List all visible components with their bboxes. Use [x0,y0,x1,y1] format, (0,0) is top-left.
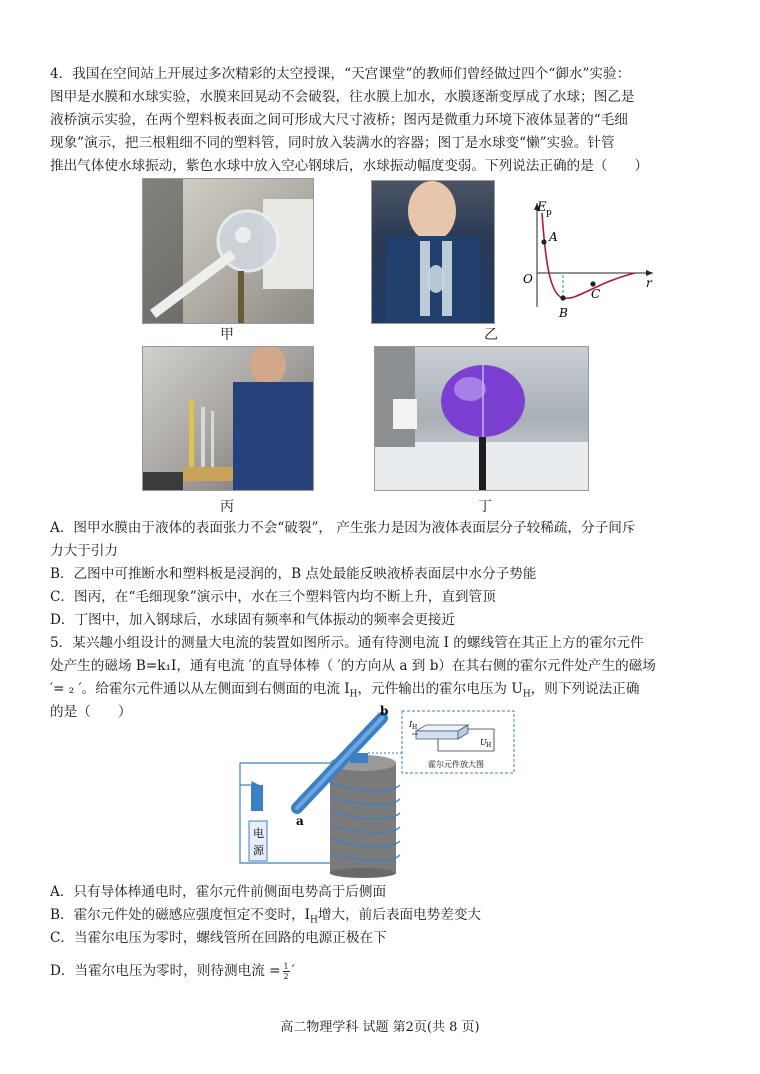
q4-option-a-cont: 力大于引力 [50,543,118,559]
inset-uh-sub: H [486,742,492,749]
q5-optd-frac-num: 1 [283,962,289,971]
q5-line-4: 的是（ ） [50,704,132,720]
q5-line-3: ′= ₂ ′。给霍尔元件通以从左侧面到右侧面的电流 $I_H$，元件输出的霍尔电压为 $U_H$，则下列说法正确 [50,681,640,700]
q4-line-1: 4．我国在空间站上开展过多次精彩的太空授课，“天宫课堂”的教师们曾经做过四个“御水”实验： [50,66,631,82]
q5-option-d: D．当霍尔电压为零时，则待测电流 = $\frac{1}{2}$ ′ [50,962,295,981]
q5-uh-sub: H [522,689,531,700]
q4-option-b: B．乙图中可推断水和塑料板是浸润的，B 点处最能反映液桥表面层中水分子势能 [50,566,537,582]
photo-yi [371,180,495,324]
photo-jia [142,178,314,324]
caption-yi: 乙 [484,327,498,343]
rod-end-a: a [296,814,304,828]
q5-option-b: B．霍尔元件处的磁感应强度恒定不变时，$I_H$增大，前后表面电势差变大 [50,907,482,926]
q5-optb-sub: H [310,915,318,926]
q5-line-2: 处产生的磁场 B=k₁I，通有电流 ′的直导体棒（ ′的方向从 a 到 b）在其右侧的霍尔元件处产生的磁场 [50,658,656,674]
graph-ysub: p [546,208,552,218]
power-label-1: 电 [253,827,264,840]
q4-line-5: 推出气体使水球振动，紫色水球中放入空心钢球后，水球振动幅度变弱。下列说法正确的是（ ） [50,158,649,174]
inset-ih-sub: H [412,724,418,731]
graph-point-c: C [591,287,601,301]
q5-optd-frac-den: 2 [283,972,289,981]
caption-jia: 甲 [220,327,234,343]
q4-option-c: C．图丙，在“毛细现象”演示中，水在三个塑料管内均不断上升，直到管顶 [50,589,496,605]
photo-bing [142,346,314,491]
power-label-2: 源 [253,844,264,857]
graph-xlabel: r [646,276,652,290]
q5-line-1: 5．某兴趣小组设计的测量大电流的装置如图所示。通有待测电流 I 的螺线管在其正上方的霍尔元件 [50,635,644,651]
q5-option-a: A．只有导体棒通电时，霍尔元件前侧面电势高于后侧面 [50,884,387,900]
inset-uh-label: U [480,738,487,747]
graph-point-b: B [559,306,568,320]
q5-apparatus-figure [232,703,522,878]
caption-bing: 丙 [220,499,234,515]
rod-end-b: b [380,704,389,718]
q5-ih-sub: H [349,689,358,700]
inset-ih-label: I [409,720,413,729]
q4-option-a: A．图甲水膜由于液体的表面张力不会“破裂”， 产生张力是因为液体表面层分子较稀疏，分子间斥 [50,520,636,536]
potential-energy-graph [515,195,660,320]
q4-line-2: 图甲是水膜和水球实验，水膜来回晃动不会破裂，往水膜上加水，水膜逐渐变厚成了水球；图乙是 [50,89,635,105]
graph-origin: O [523,272,533,286]
q4-line-3: 液桥演示实验，在两个塑料板表面之间可形成大尺寸液桥；图丙是微重力环境下液体显著的“毛细 [50,112,628,128]
q4-line-4: 现象”演示，把三根粗细不同的塑料管，同时放入装满水的容器；图丁是水球变“懒”实验。针管 [50,135,615,151]
inset-title: 霍尔元件放大图 [428,760,484,769]
q4-option-d: D．丁图中，加入钢球后，水球固有频率和气体振动的频率会更接近 [50,612,456,628]
graph-ylabel: E [537,200,547,215]
caption-ding: 丁 [478,499,492,515]
graph-point-a: A [549,230,558,244]
photo-ding [374,346,589,491]
q5-option-c: C．当霍尔电压为零时，螺线管所在回路的电源正极在下 [50,930,387,946]
page-footer: 高二物理学科 试题 第2页(共 8 页) [280,1020,480,1035]
